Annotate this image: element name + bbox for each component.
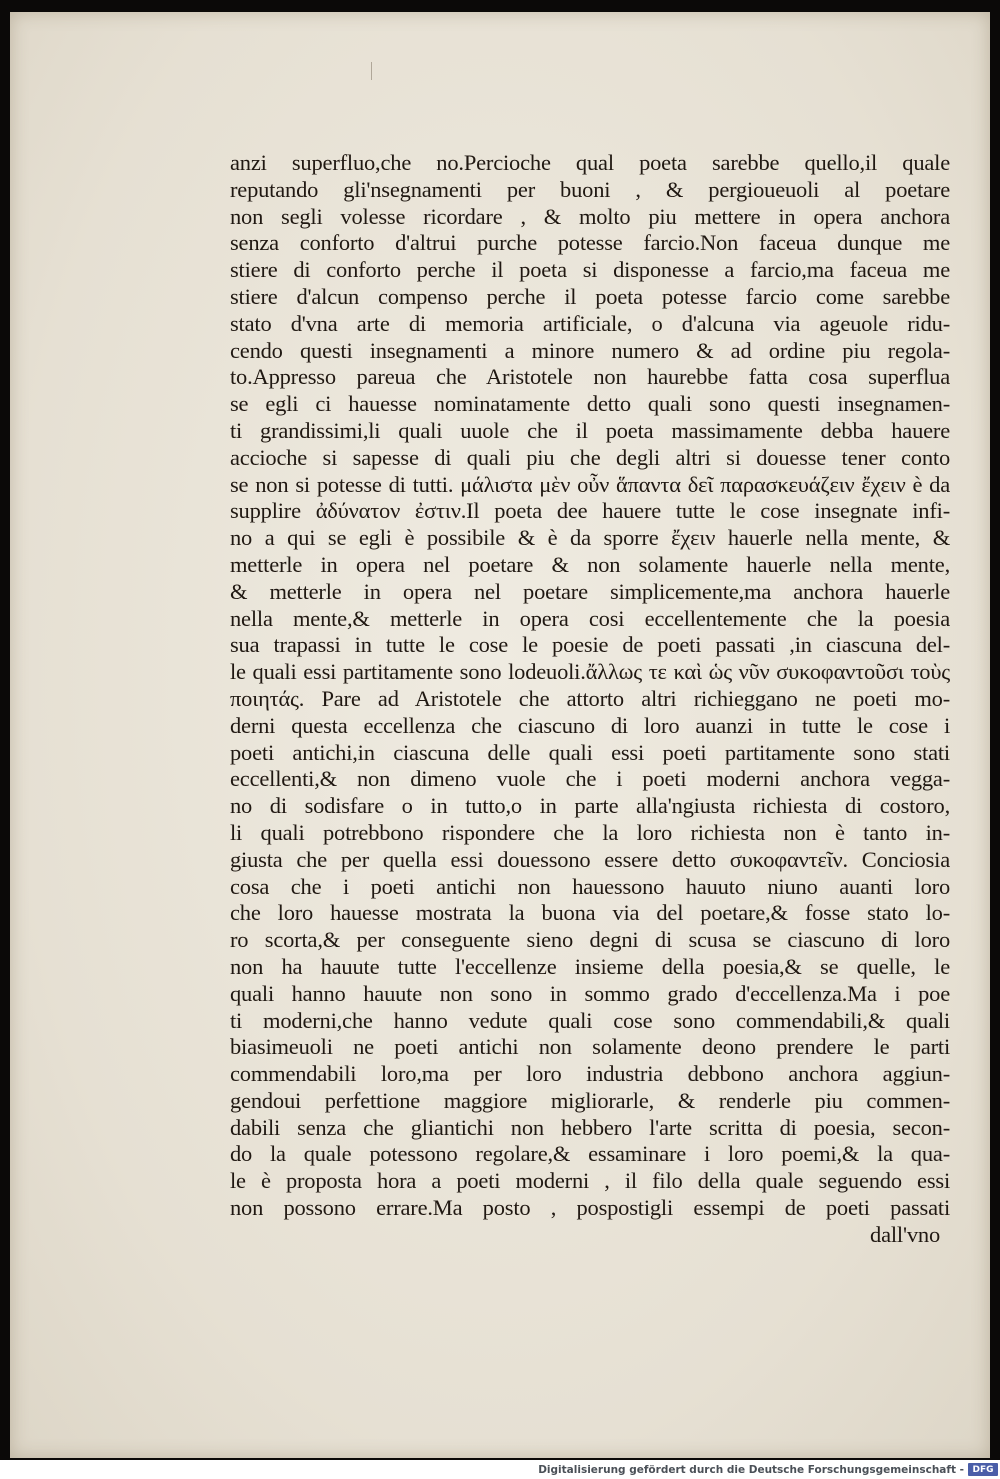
text-line: stiere di conforto perche il poeta si disponesse a farcio,ma faceua me: [230, 257, 950, 283]
text-line: quali hanno hauute non sono in sommo grado d'eccellenza.Ma i poe: [230, 980, 950, 1006]
text-line: giusta che per quella essi douessono essere detto συκοφαντεῖν. Conciosia: [230, 846, 950, 872]
text-line: le quali essi partitamente sono lodeuoli.ἄλλως τε καὶ ὡς νῦν συκοφαντοῦσι τοὺς: [230, 659, 950, 685]
text-line: senza conforto d'altrui purche potesse farcio.Non faceua dunque me: [230, 230, 950, 256]
funding-text: Digitalisierung gefördert durch die Deutsche Forschungsgemeinschaft -: [538, 1463, 964, 1476]
text-line: ti grandissimi,li quali uuole che il poeta massimamente debba hauere: [230, 417, 950, 443]
text-line: commendabili loro,ma per loro industria debbono anchora aggiun-: [230, 1061, 950, 1087]
text-line: le è proposta hora a poeti moderni , il filo della quale seguendo essi: [230, 1168, 950, 1194]
text-line: eccellenti,& non dimeno vuole che i poeti moderni anchora vegga-: [230, 766, 950, 792]
dfg-logo-icon: DFG: [968, 1463, 998, 1476]
text-line: sua trapassi in tutte le cose le poesie de poeti passati ,in ciascuna del-: [230, 632, 950, 658]
text-line: ti moderni,che hanno vedute quali cose sono commendabili,& quali: [230, 1007, 950, 1033]
text-line: poeti antichi,in ciascuna delle quali essi poeti partitamente sono stati: [230, 739, 950, 765]
text-line: se egli ci hauesse nominatamente detto quali sono questi insegnamen-: [230, 391, 950, 417]
text-line: no a qui se egli è possibile & è da sporre ἔχειν hauerle nella mente, &: [230, 525, 950, 551]
text-line: supplire ἀδύνατον ἐστιν.Il poeta dee hauere tutte le cose insegnate infi-: [230, 498, 950, 524]
text-line: accioche si sapesse di quali piu che degli altri si douesse tener conto: [230, 444, 950, 470]
text-line: che loro hauesse mostrata la buona via del poetare,& fosse stato lo-: [230, 900, 950, 926]
book-page: [10, 12, 990, 1458]
page-mark: [371, 62, 372, 80]
text-line: stiere d'alcun compenso perche il poeta potesse farcio come sarebbe: [230, 283, 950, 309]
text-line: derni questa eccellenza che ciascuno di loro auanzi in tutte le cose i: [230, 712, 950, 738]
text-line: cendo questi insegnamenti a minore numero & ad ordine piu regola-: [230, 337, 950, 363]
text-line: cosa che i poeti antichi non hauessono hauuto niuno auanti loro: [230, 873, 950, 899]
text-line: gendoui perfettione maggiore migliorarle, & renderle piu commen-: [230, 1087, 950, 1113]
text-line: metterle in opera nel poetare & non solamente hauerle nella mente,: [230, 551, 950, 577]
text-line: reputando gli'nsegnamenti per buoni , & pergioueuoli al poetare: [230, 176, 950, 202]
text-line: nella mente,& metterle in opera cosi eccellentemente che la poesia: [230, 605, 950, 631]
text-line: non ha hauute tutte l'eccellenze insieme della poesia,& se quelle, le: [230, 953, 950, 979]
text-line: anzi superfluo,che no.Percioche qual poeta sarebbe quello,il quale: [230, 150, 950, 175]
text-line: se non si potesse di tutti. μάλιστα μὲν οὖν ἅπαντα δεῖ παρασκευάζειν ἔχειν è da: [230, 471, 950, 497]
text-line: & metterle in opera nel poetare simplicemente,ma anchora hauerle: [230, 578, 950, 604]
text-line: dabili senza che gliantichi non hebbero l'arte scritta di poesia, secon-: [230, 1114, 950, 1140]
text-line: non segli volesse ricordare , & molto piu mettere in opera anchora: [230, 203, 950, 229]
text-line: stato d'vna arte di memoria artificiale, o d'alcuna via ageuole ridu-: [230, 310, 950, 336]
text-line: li quali potrebbono rispondere che la loro richiesta non è tanto in-: [230, 819, 950, 845]
text-line: dall'vno: [870, 1221, 940, 1247]
footer-credit: [538, 1460, 1000, 1479]
text-line: no di sodisfare o in tutto,o in parte alla'ngiusta richiesta di costoro,: [230, 793, 950, 819]
text-line: non possono errare.Ma posto , pospostigli essempi de poeti passati: [230, 1195, 950, 1221]
text-line: to.Appresso pareua che Aristotele non haurebbe fatta cosa superflua: [230, 364, 950, 390]
text-line: ποιητάς. Pare ad Aristotele che attorto altri richieggano ne poeti mo-: [230, 685, 950, 711]
text-line: do la quale potessono regolare,& essaminare i loro poemi,& la qua-: [230, 1141, 950, 1167]
text-line: ro scorta,& per conseguente sieno degni di scusa se ciascuno di loro: [230, 927, 950, 953]
text-line: biasimeuoli ne poeti antichi non solamente deono prendere le parti: [230, 1034, 950, 1060]
page-text: [230, 150, 950, 1249]
